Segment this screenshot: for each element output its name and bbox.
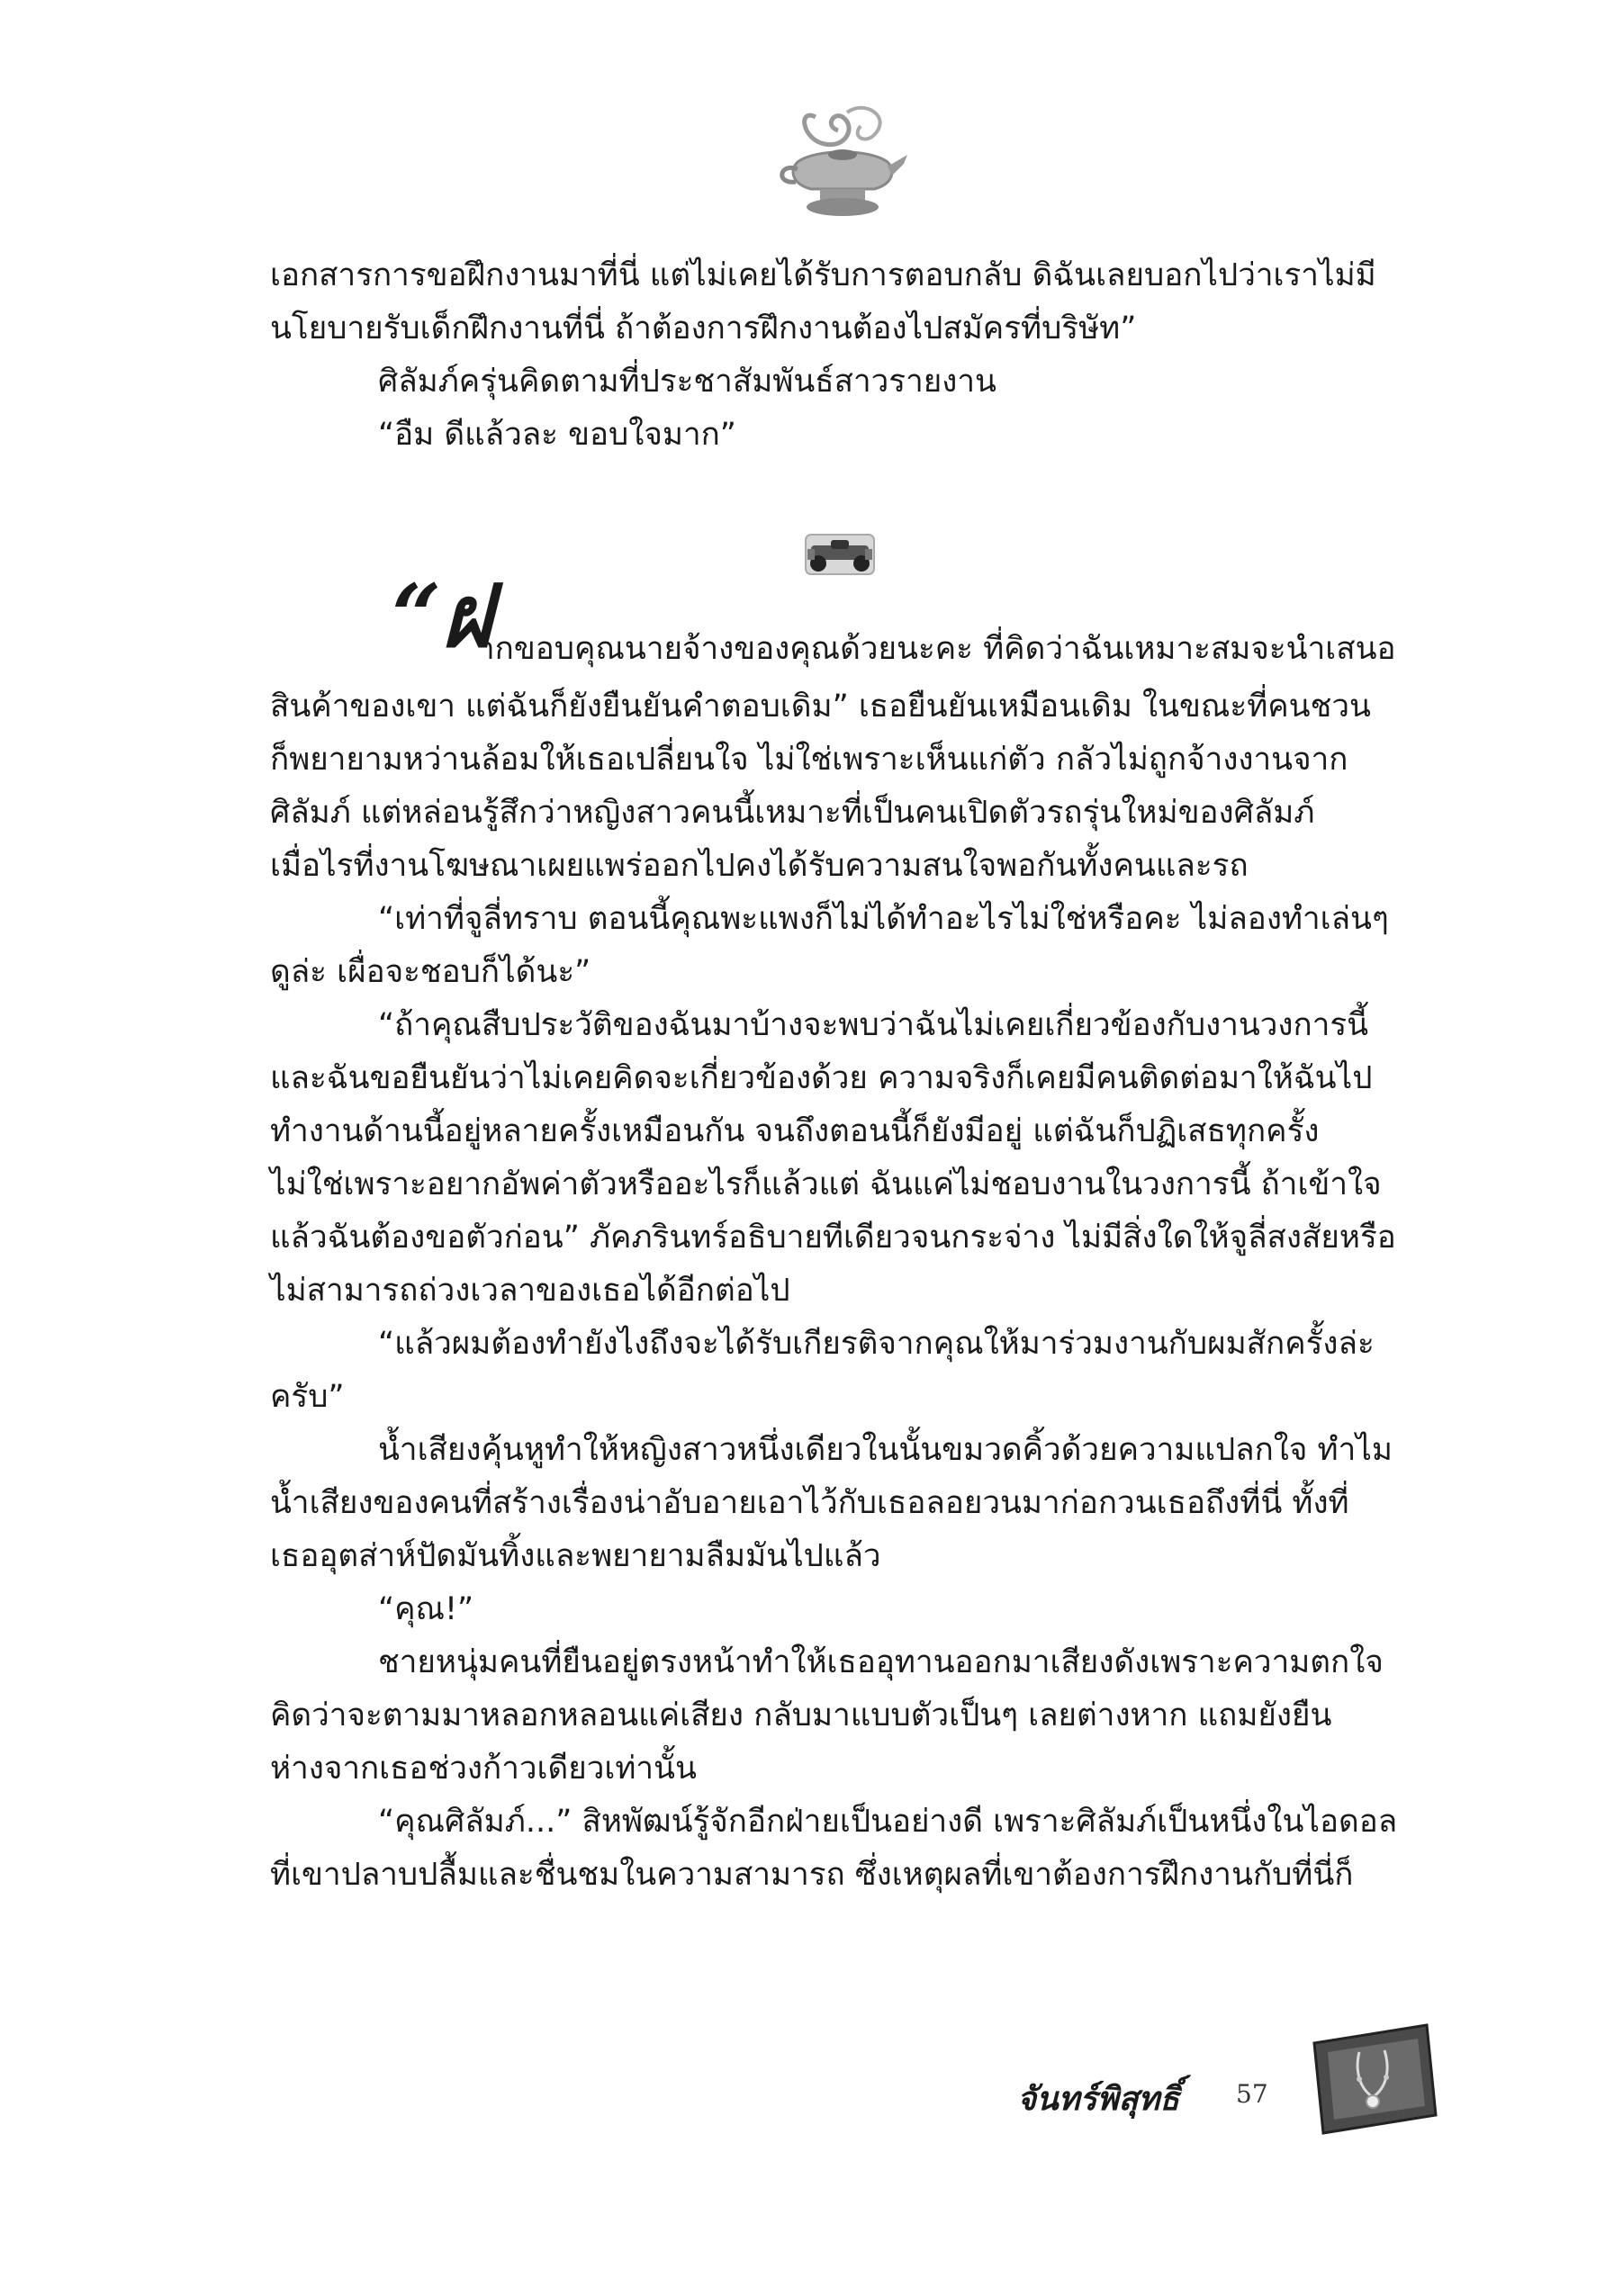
page-number: 57 — [1236, 2079, 1268, 2109]
text-line: เธออุตส่าห์ปัดมันทิ้งและพยายามลืมมันไปแล้ว — [270, 1538, 881, 1574]
paragraph-block-top — [270, 249, 1467, 462]
text-line: “คุณ!” — [378, 1591, 474, 1627]
text-line: ไม่สามารถถ่วงเวลาของเธอได้อีกต่อไป — [270, 1273, 790, 1309]
jewelry-box-icon — [1305, 2016, 1440, 2142]
text-line: นโยบายรับเด็กฝึกงานที่นี่ ถ้าต้องการฝึกงานต้องไปสมัครที่บริษัท” — [270, 311, 1137, 347]
text-line: “แล้วผมต้องทำยังไงถึงจะได้รับเกียรติจากคุณให้มาร่วมงานกับผมสักครั้งล่ะ — [378, 1326, 1375, 1362]
text-line: น้ำเสียงของคนที่สร้างเรื่องน่าอับอายเอาไว้กับเธอลอยวนมาก่อกวนเธอถึงที่นี่ ทั้งที่ — [270, 1485, 1349, 1521]
text-line: ที่เขาปลาบปลื้มและชื่นชมในความสามารถ ซึ่งเหตุผลที่เขาต้องการฝึกงานกับที่นี่ก็ — [270, 1857, 1354, 1893]
text-line: ศิลัมภ์ครุ่นคิดตามที่ประชาสัมพันธ์สาวรายงาน — [378, 364, 996, 400]
paragraph-block-main — [270, 567, 1467, 1902]
genie-lamp-icon — [762, 99, 910, 225]
text-line: ทำงานด้านนี้อยู่หลายครั้งเหมือนกัน จนถึงตอนนี้ก็ยังมีอยู่ แต่ฉันก็ปฏิเสธทุกครั้ง — [270, 1113, 1320, 1149]
book-title-footer: จันทร์พิสุทธิ์ — [1017, 2080, 1180, 2118]
text-line: เมื่อไรที่งานโฆษณาเผยแพร่ออกไปคงได้รับความสนใจพอกันทั้งคนและรถ — [270, 848, 1249, 884]
text-line: ก็พยายามหว่านล้อมให้เธอเปลี่ยนใจ ไม่ใช่เพราะเห็นแก่ตัว กลัวไม่ถูกจ้างงานจาก — [270, 742, 1348, 778]
text-line: ชายหนุ่มคนที่ยืนอยู่ตรงหน้าทำให้เธออุทานออกมาเสียงดังเพราะความตกใจ — [378, 1644, 1384, 1680]
text-line: “ถ้าคุณสืบประวัติของฉันมาบ้างจะพบว่าฉันไม่เคยเกี่ยวข้องกับงานวงการนี้ — [378, 1007, 1369, 1043]
text-line: “อืม ดีแล้วละ ขอบใจมาก” — [378, 417, 736, 453]
text-line: น้ำเสียงคุ้นหูทำให้หญิงสาวหนึ่งเดียวในนั้นขมวดคิ้วด้วยความแปลกใจ ทำไม — [378, 1432, 1393, 1468]
text-line: และฉันขอยืนยันว่าไม่เคยคิดจะเกี่ยวข้องด้วย ความจริงก็เคยมีคนติดต่อมาให้ฉันไป — [270, 1060, 1373, 1096]
dropcap-line — [270, 567, 1467, 680]
dropcap-rest-text: ากขอบคุณนายจ้างของคุณด้วยนะคะ ที่คิดว่าฉันเหมาะสมจะนำเสนอ — [477, 631, 1396, 667]
text-line: แล้วฉันต้องขอตัวก่อน” ภัคภรินทร์อธิบายทีเดียวจนกระจ่าง ไม่มีสิ่งใดให้จูลี่สงสัยหรือ — [270, 1220, 1396, 1256]
text-line: ห่างจากเธอช่วงก้าวเดียวเท่านั้น — [270, 1751, 697, 1787]
text-line: คิดว่าจะตามมาหลอกหลอนแค่เสียง กลับมาแบบตัวเป็นๆ เลยต่างหาก แถมยังยืน — [270, 1697, 1332, 1733]
text-line: ศิลัมภ์ แต่หล่อนรู้สึกว่าหญิงสาวคนนี้เหมาะที่เป็นคนเปิดตัวรถรุ่นใหม่ของศิลัมภ์ — [270, 795, 1315, 831]
dropcap-letter: “ฝ — [392, 565, 492, 667]
text-line: สินค้าของเขา แต่ฉันก็ยังยืนยันคำตอบเดิม” เธอยืนยันเหมือนเดิม ในขณะที่คนชวน — [270, 689, 1371, 725]
text-line: “เท่าที่จูลี่ทราบ ตอนนี้คุณพะแพงก็ไม่ได้ทำอะไรไม่ใช่หรือคะ ไม่ลองทำเล่นๆ — [378, 901, 1389, 937]
text-line: ครับ” — [270, 1379, 345, 1415]
text-line: ดูล่ะ เผื่อจะชอบก็ได้นะ” — [270, 954, 591, 990]
text-line: ไม่ใช่เพราะอยากอัพค่าตัวหรืออะไรก็แล้วแต่ ฉันแค่ไม่ชอบงานในวงการนี้ ถ้าเข้าใจ — [270, 1166, 1382, 1202]
text-line: “คุณศิลัมภ์...” สิหพัฒน์รู้จักอีกฝ่ายเป็นอย่างดี เพราะศิลัมภ์เป็นหนึ่งในไอดอล — [378, 1804, 1398, 1840]
text-line: เอกสารการขอฝึกงานมาที่นี่ แต่ไม่เคยได้รับการตอบกลับ ดิฉันเลยบอกไปว่าเราไม่มี — [270, 257, 1376, 293]
